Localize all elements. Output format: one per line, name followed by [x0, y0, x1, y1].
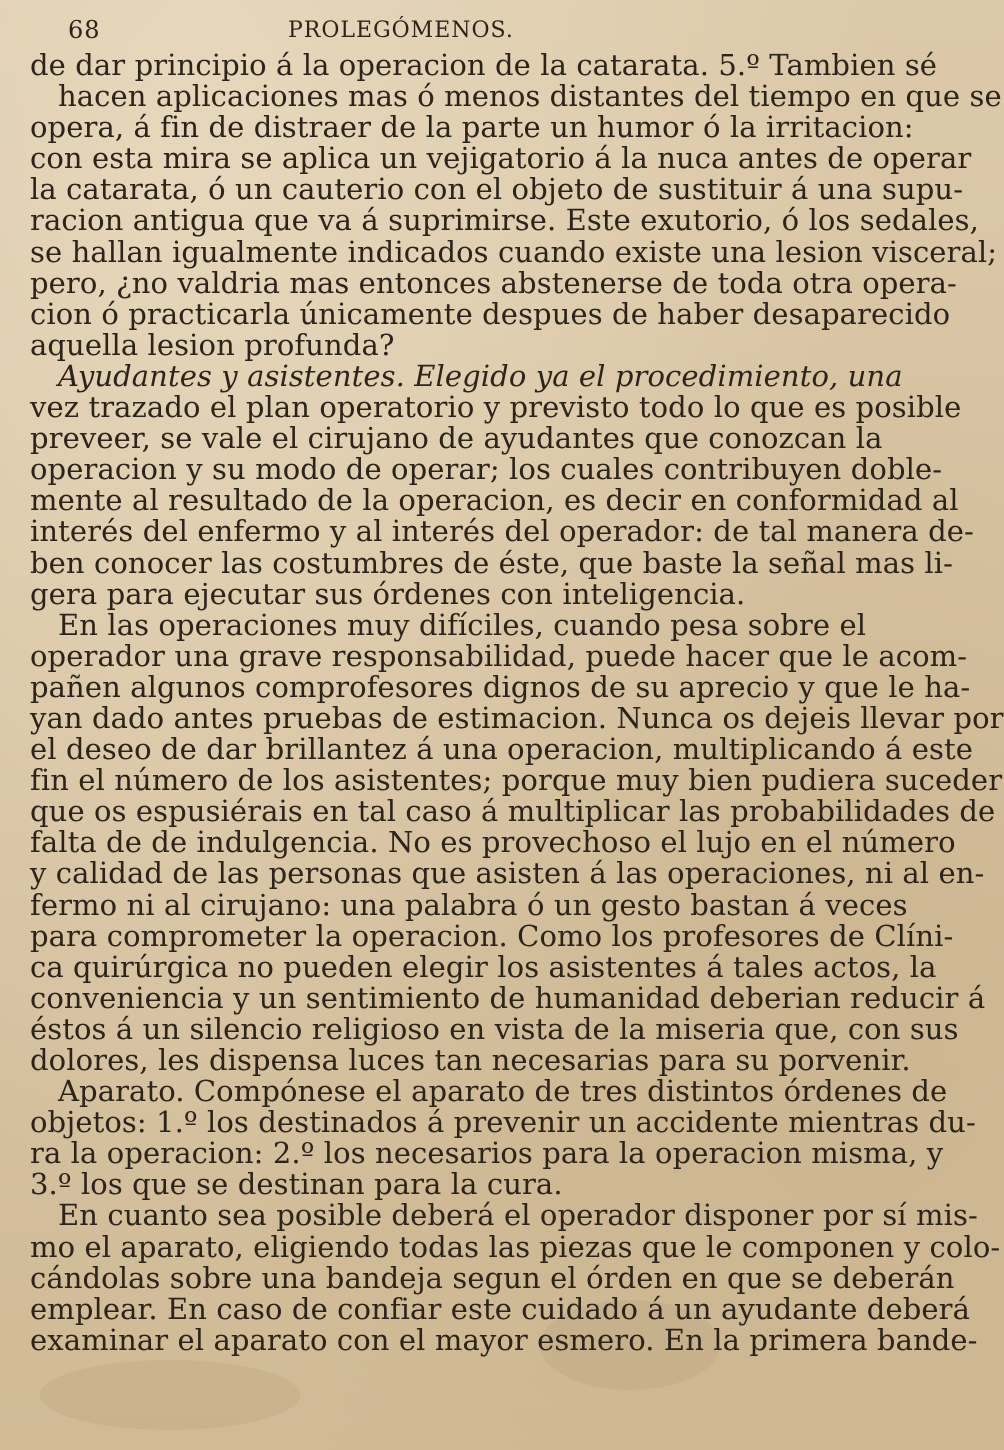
- text-line: operacion y su modo de operar; los cuales contribuyen doble-: [30, 452, 943, 487]
- text-line: ca quirúrgica no pueden elegir los asistentes á tales actos, la: [30, 949, 937, 984]
- text-line: dolores, les dispensa luces tan necesarias para su porvenir.: [30, 1043, 911, 1077]
- text-line: cándolas sobre una bandeja segun el órden en que se deberán: [30, 1260, 955, 1295]
- text-line: vez trazado el plan operatorio y previsto todo lo que es posible: [30, 390, 962, 425]
- text-line: éstos á un silencio religioso en vista de la miseria que, con sus: [30, 1011, 959, 1046]
- text-line: conveniencia y un sentimiento de humanidad deberian reducir á: [30, 980, 986, 1015]
- text-line: preveer, se vale el cirujano de ayudantes que conozcan la: [30, 421, 883, 456]
- text-line: aquella lesion profunda?: [30, 327, 395, 362]
- text-line: con esta mira se aplica un vejigatorio á la nuca antes de operar: [30, 141, 972, 176]
- text-line: 3.º los que se destinan para la cura.: [30, 1167, 563, 1202]
- text-line: la catarata, ó un cauterio con el objeto de sustituir á una supu-: [30, 172, 964, 207]
- text-line: para comprometer la operacion. Como los profesores de Clíni-: [30, 918, 954, 953]
- text-line: objetos: 1.º los destinados á prevenir un accidente mientras du-: [30, 1105, 976, 1140]
- page-header: [68, 12, 748, 48]
- text-line: opera, á fin de distraer de la parte un humor ó la irritacion:: [30, 110, 914, 145]
- text-line: racion antigua que va á suprimirse. Este exutorio, ó los sedales,: [30, 203, 979, 238]
- running-head: PROLEGÓMENOS.: [288, 18, 514, 43]
- text-line: Aparato. Compónese el aparato de tres distintos órdenes de: [58, 1074, 948, 1109]
- text-line: operador una grave responsabilidad, puede hacer que le acom-: [30, 638, 968, 673]
- text-line: mo el aparato, eligiendo todas las piezas que le componen y colo-: [30, 1229, 1001, 1264]
- page-number: 68: [68, 16, 101, 44]
- text-line: En cuanto sea posible deberá el operador disponer por sí mis-: [58, 1198, 978, 1233]
- text-line: el deseo de dar brillantez á una operacion, multiplicando á este: [30, 732, 974, 767]
- text-line: ben conocer las costumbres de éste, que baste la señal mas li-: [30, 545, 954, 580]
- text-line: de dar principio á la operacion de la catarata. 5.º Tambien sé: [30, 48, 938, 82]
- text-line: fermo ni al cirujano: una palabra ó un gesto bastan á veces: [30, 887, 908, 922]
- body-text: [30, 48, 1004, 1357]
- text-line: cion ó practicarla únicamente despues de haber desaparecido: [30, 296, 951, 331]
- paper-stain: [40, 1360, 300, 1430]
- text-line: hacen aplicaciones mas ó menos distantes del tiempo en que se: [58, 79, 1002, 114]
- text-line: emplear. En caso de confiar este cuidado á un ayudante deberá: [30, 1291, 970, 1326]
- text-line: falta de de indulgencia. No es provechoso el lujo en el número: [30, 825, 956, 860]
- text-line: mente al resultado de la operacion, es decir en conformidad al: [30, 483, 959, 518]
- text-line: En las operaciones muy difíciles, cuando pesa sobre el: [58, 607, 867, 642]
- text-line: Ayudantes y asistentes. Elegido ya el procedimiento, una: [58, 358, 903, 393]
- text-line: se hallan igualmente indicados cuando existe una lesion visceral;: [30, 234, 998, 269]
- text-line: pero, ¿no valdria mas entonces abstenerse de toda otra opera-: [30, 265, 957, 300]
- text-line: ra la operacion: 2.º los necesarios para la operacion misma, y: [30, 1136, 944, 1171]
- text-line: que os espusiérais en tal caso á multiplicar las probabilidades de: [30, 794, 996, 829]
- text-line: y calidad de las personas que asisten á las operaciones, ni al en-: [30, 856, 985, 891]
- text-line: examinar el aparato con el mayor esmero. En la primera bande-: [30, 1322, 978, 1357]
- text-line: gera para ejecutar sus órdenes con inteligencia.: [30, 576, 746, 611]
- text-line: fin el número de los asistentes; porque muy bien pudiera suceder: [30, 763, 1003, 798]
- text-line: interés del enfermo y al interés del operador: de tal manera de-: [30, 514, 974, 549]
- text-line: pañen algunos comprofesores dignos de su aprecio y que le ha-: [30, 669, 971, 704]
- text-line: yan dado antes pruebas de estimacion. Nunca os dejeis llevar por: [30, 700, 1004, 735]
